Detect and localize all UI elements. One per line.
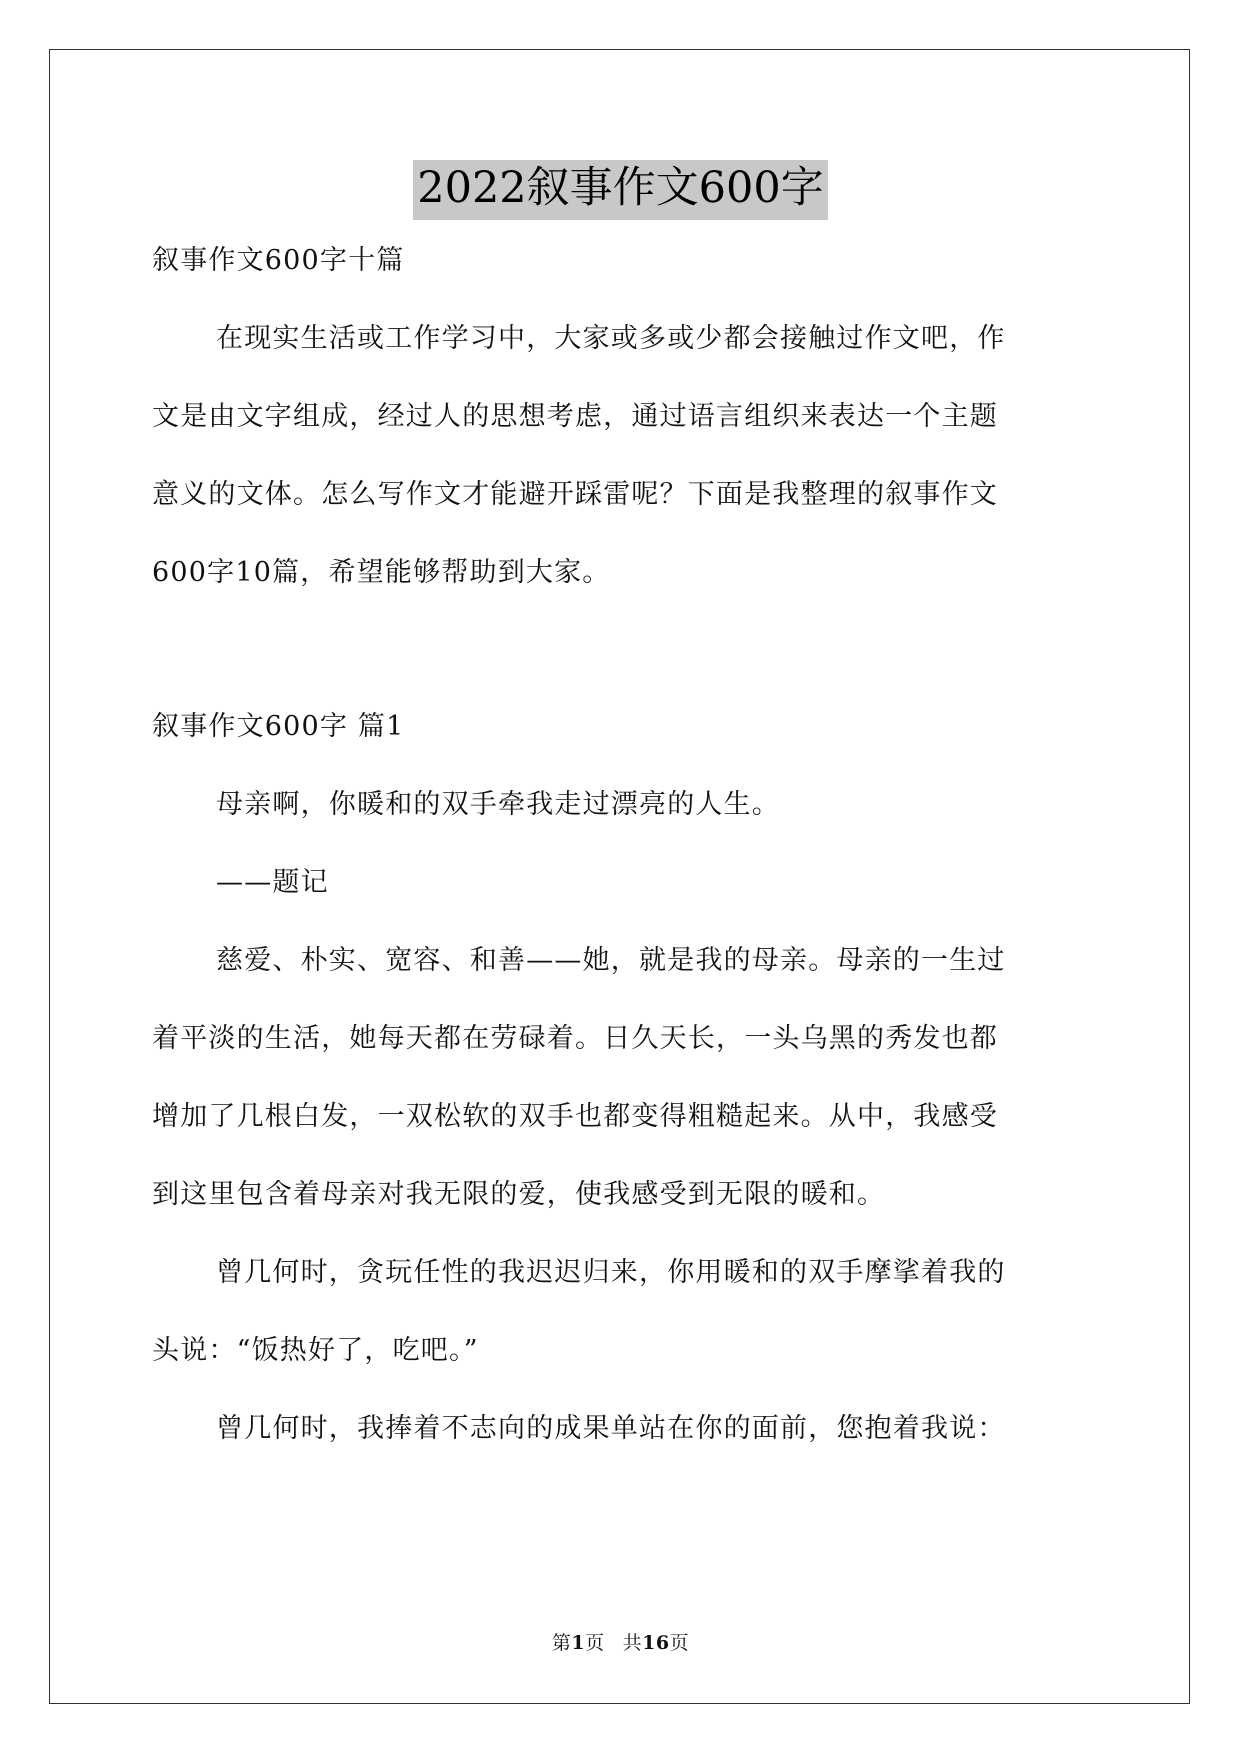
paragraph-line: 曾几何时，贪玩任性的我迟迟归来，你用暖和的双手摩挲着我的 bbox=[216, 1257, 1006, 1288]
paragraph-line: 在现实生活或工作学习中，大家或多或少都会接触过作文吧，作 bbox=[216, 323, 1006, 354]
paragraph-line: 增加了几根白发，一双松软的双手也都变得粗糙起来。从中，我感受 bbox=[152, 1101, 998, 1132]
total-label-suffix: 页 bbox=[669, 1632, 690, 1654]
paragraph-line: 意义的文体。怎么写作文才能避开踩雷呢？下面是我整理的叙事作文 bbox=[152, 479, 998, 510]
blank-line bbox=[152, 626, 1092, 702]
paragraph-line: 母亲啊，你暖和的双手牵我走过漂亮的人生。 bbox=[216, 789, 780, 820]
page-number: 1 bbox=[571, 1632, 586, 1654]
document-body bbox=[152, 236, 1092, 1482]
page-footer bbox=[0, 1628, 1241, 1655]
document-title-text: 2022叙事作文600字 bbox=[413, 160, 828, 220]
chapter-heading: 叙事作文600字 篇1 bbox=[152, 711, 405, 742]
paragraph-line: 600字10篇，希望能够帮助到大家。 bbox=[152, 557, 611, 588]
page-label-suffix: 页 bbox=[585, 1632, 605, 1654]
paragraph-line: 着平淡的生活，她每天都在劳碌着。日久天长，一头乌黑的秀发也都 bbox=[152, 1023, 998, 1054]
total-pages: 16 bbox=[642, 1632, 670, 1654]
paragraph-line: 曾几何时，我捧着不志向的成果单站在你的面前，您抱着我说： bbox=[216, 1413, 1006, 1444]
epigraph-note: ——题记 bbox=[216, 867, 329, 898]
paragraph-line: 头说：“饭热好了，吃吧。” bbox=[152, 1335, 479, 1366]
paragraph-line: 到这里包含着母亲对我无限的爱，使我感受到无限的暖和。 bbox=[152, 1179, 886, 1210]
page-label-prefix: 第 bbox=[551, 1632, 572, 1654]
document-title bbox=[0, 160, 1241, 220]
total-label-prefix: 共 bbox=[622, 1632, 643, 1654]
paragraph-line: 慈爱、朴实、宽容、和善——她，就是我的母亲。母亲的一生过 bbox=[216, 945, 1006, 976]
section-heading: 叙事作文600字十篇 bbox=[152, 245, 405, 276]
paragraph-line: 文是由文字组成，经过人的思想考虑，通过语言组织来表达一个主题 bbox=[152, 401, 998, 432]
